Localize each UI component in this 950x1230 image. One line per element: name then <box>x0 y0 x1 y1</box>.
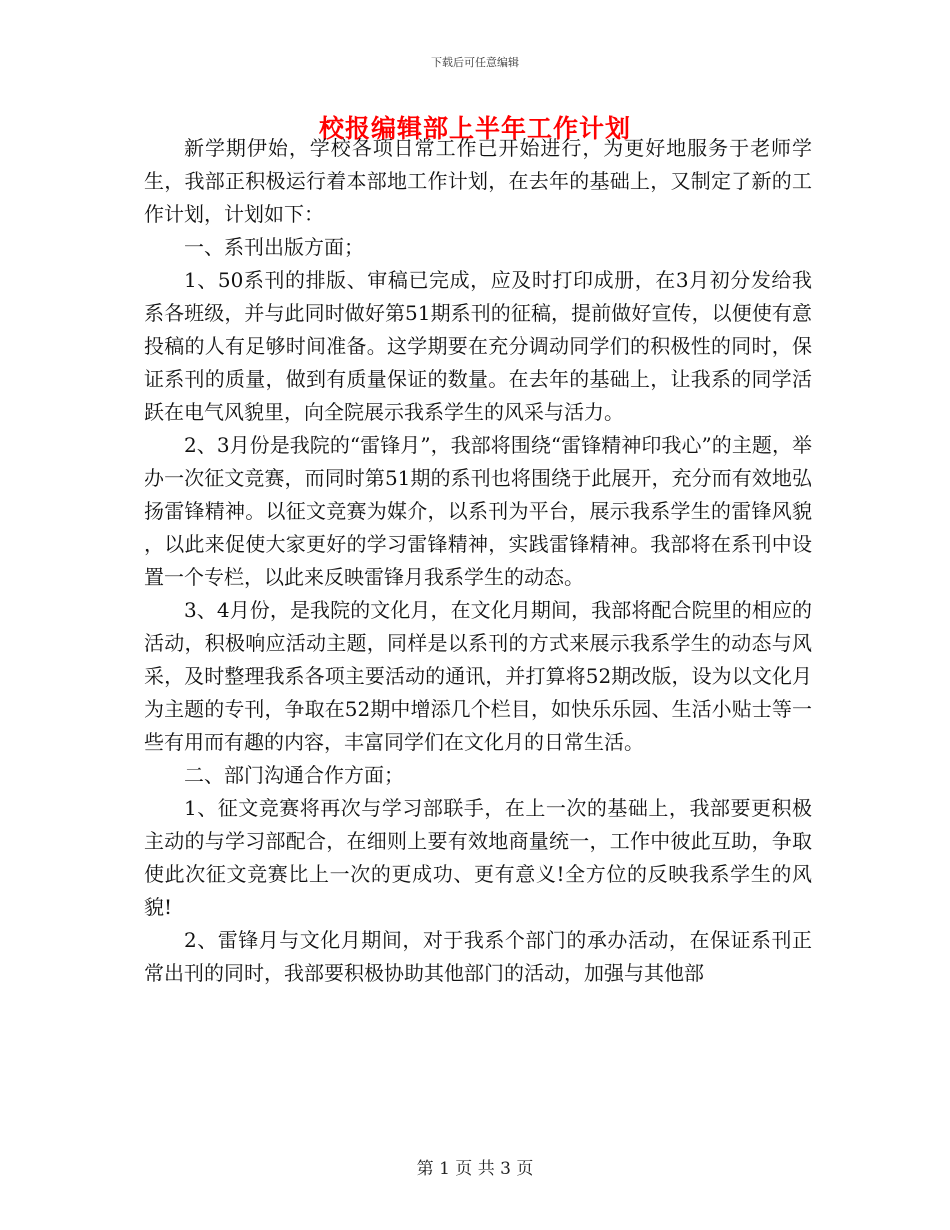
section-heading-1: 一、系刊出版方面； <box>184 235 364 259</box>
document-body <box>144 132 812 990</box>
document-title: 校报编辑部上半年工作计划 <box>318 114 631 143</box>
paragraph-item-1-2: 2、3月份是我院的“雷锋月”，我部将围绕“雷锋精神印我心”的主题，举办一次征文竞赛，而同时第51期的系刊也将围绕于此展开，充分而有效地弘扬雷锋精神。以征文竞赛为媒介，以系刊为平台，展示我系学生的雷锋风貌 ，以此来促使大家更好的学习雷锋精神，实践雷锋精神。我部将在系刊中设置一个专栏，以此来反映雷锋月我系学生的动态。 <box>144 433 812 589</box>
section-heading-2: 二、部门沟通合作方面； <box>184 763 404 787</box>
paragraph-item-2-2: 2、雷锋月与文化月期间，对于我系个部门的承办活动，在保证系刊正常出刊的同时，我部要积极协助其他部门的活动，加强与其他部 <box>144 928 812 985</box>
paragraph-intro: 新学期伊始，学校各项日常工作已开始进行，为更好地服务于老师学生，我部正积极运行着本部地工作计划，在去年的基础上，又制定了新的工作计划，计划如下： <box>144 136 812 226</box>
paragraph-item-1-1: 1、50系刊的排版、审稿已完成，应及时打印成册，在3月初分发给我系各班级，并与此同时做好第51期系刊的征稿，提前做好宣传，以便使有意投稿的人有足够时间准备。这学期要在充分调动同学们的积极性的同时，保证系刊的质量，做到有质量保证的数量。在去年的基础上，让我系的同学活跃在电气风貌里，向全院展示我系学生的风采与活力。 <box>144 268 812 424</box>
header-note: 下载后可任意编辑 <box>431 56 519 69</box>
paragraph-item-2-1: 1、征文竞赛将再次与学习部联手，在上一次的基础上，我部要更积极主动的与学习部配合，在细则上要有效地商量统一，工作中彼此互助，争取使此次征文竞赛比上一次的更成功、更有意义!全方位的反映我系学生的风貌! <box>144 796 812 919</box>
page-footer: 第 1 页 共 3 页 <box>416 1159 534 1179</box>
paragraph-item-1-3: 3、4月份，是我院的文化月，在文化月期间，我部将配合院里的相应的活动，积极响应活动主题，同样是以系刊的方式来展示我系学生的动态与风采，及时整理我系各项主要活动的通讯，并打算将52期改版，设为以文化月为主题的专刊，争取在52期中增添几个栏目，如快乐乐园、生活小贴士等一些有用而有趣的内容，丰富同学们在文化月的日常生活。 <box>144 598 812 754</box>
